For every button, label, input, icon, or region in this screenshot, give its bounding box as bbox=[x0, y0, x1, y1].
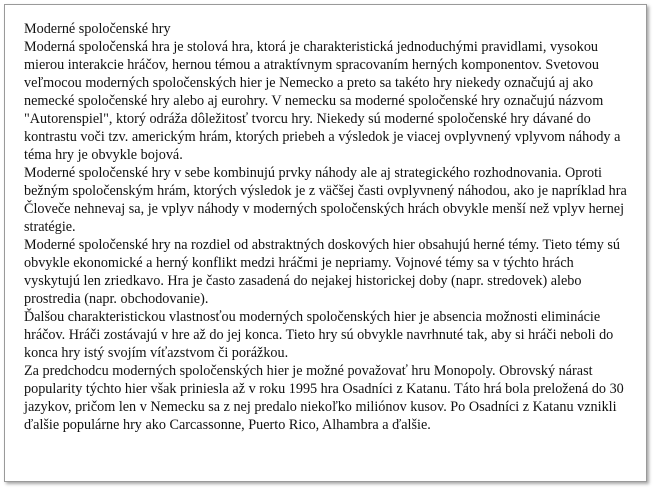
paragraph-themes: Moderné spoločenské hry na rozdiel od abstraktných doskových hier obsahujú herné témy. Tieto témy sú obvykle ekonomické a herný konflikt medzi hráčmi je nepriamy. Vojnové témy sa v týchto hrách vyskytujú len zriedkavo. Hra je často zasadená do nejakej historickej doby (napr. stredovek) alebo prostredia (napr. obchodovanie). bbox=[24, 237, 621, 307]
paragraph-randomness: Moderné spoločenské hry v sebe kombinujú prvky náhody ale aj strategického rozhodnovania. Oproti bežným spoločenským hrám, ktorých výsledok je z väčšej časti ovplyvnený náhodou, ako je napríklad hra Človeče nehnevaj sa, je vplyv náhody v moderných spoločenských hrách obvykle menší než vplyv hernej stratégie. bbox=[24, 165, 627, 235]
paragraph-intro: Moderná spoločenská hra je stolová hra, ktorá je charakteristická jednoduchými pravidlami, vysokou mierou interakcie hráčov, hernou témou a atraktívnym spracovaním herných komponentov. Svetovou veľmocou moderných spoločenských hier je Nemecko a preto sa takéto hry niekedy označujú aj ako nemecké spoločenské hry alebo aj eurohry. V nemecku sa moderné spoločenské hry označujú názvom "Autorenspiel", ktorý odráža dôležitosť tvorcu hry. Niekedy sú moderné spoločenské hry dávané do kontrastu voči tzv. americkým hrám, ktorých priebeh a výsledok je viacej ovplyvnený vplyvom náhody a téma hry je obvykle bojová. bbox=[24, 39, 621, 163]
document-title: Moderné spoločenské hry bbox=[24, 21, 171, 37]
paragraph-history: Za predchodcu moderných spoločenských hier je možné považovať hru Monopoly. Obrovský nárast popularity týchto hier však priniesla až v roku 1995 hra Osadníci z Katanu. Táto hrá bola preložená do 30 jazykov, pričom len v Nemecku sa z nej predalo niekoľko miliónov kusov. Po Osadníci z Katanu vznikli ďalšie populárne hry ako Carcassonne, Puerto Rico, Alhambra a ďalšie. bbox=[24, 363, 624, 433]
document-frame bbox=[4, 4, 647, 482]
document-body bbox=[24, 20, 630, 434]
paragraph-elimination: Ďalšou charakteristickou vlastnosťou moderných spoločenských hier je absencia možnosti eliminácie hráčov. Hráči zostávajú v hre až do jej konca. Tieto hry sú obvykle navrhnuté tak, aby si hráči neboli do konca hry istý svojím víťazstvom či porážkou. bbox=[24, 309, 614, 361]
